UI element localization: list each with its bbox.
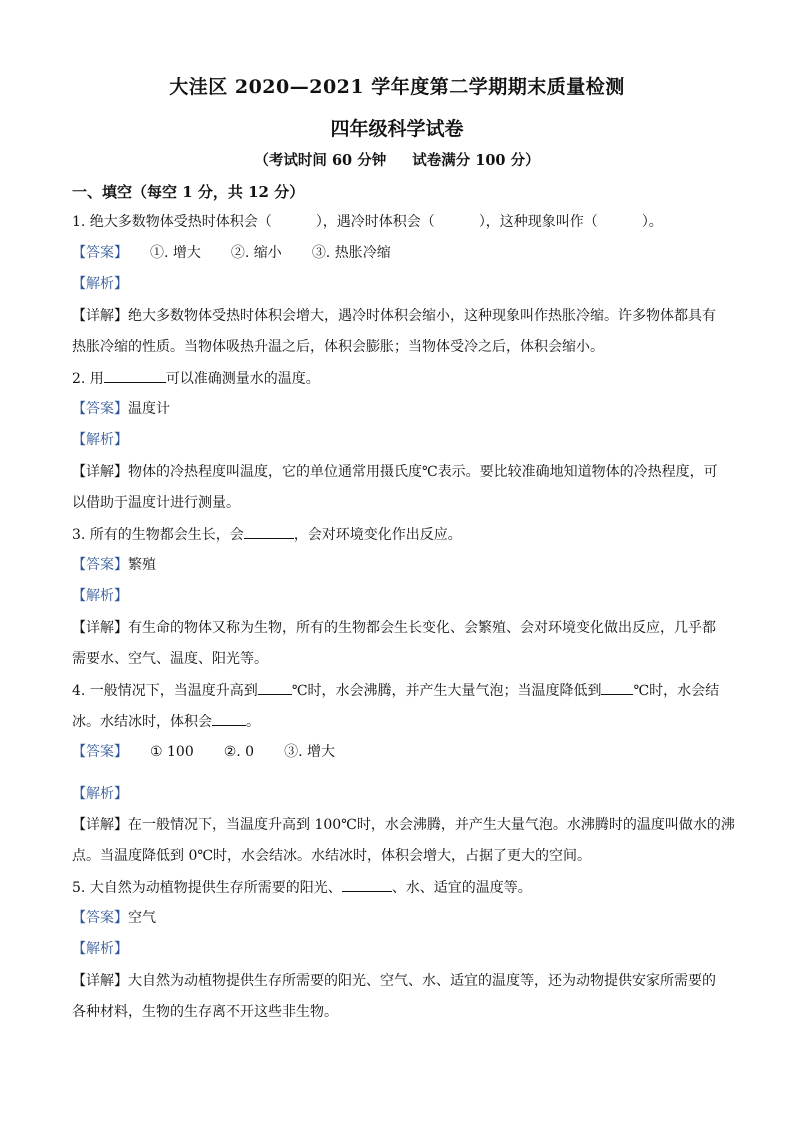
answer-2: 【答案】温度计 xyxy=(72,401,170,417)
detail-3-line-1: 【详解】有生命的物体又称为生物，所有的生物都会生长变化、会繁殖、会对环境变化做出反应，几乎都 xyxy=(72,620,716,636)
question-4-line-2: 冰。水结冰时，体积会 。 xyxy=(72,711,724,732)
answer-1: 【答案】 ①. 增大 ②. 缩小 ③. 热胀冷缩 xyxy=(72,245,391,261)
analysis-label-5: 【解析】 xyxy=(72,941,128,957)
detail-1-line-2: 热胀冷缩的性质。当物体吸热升温之后，体积会膨胀；当物体受冷之后，体积会缩小。 xyxy=(72,339,604,355)
detail-5-line-2: 各种材料，生物的生存离不开这些非生物。 xyxy=(72,1004,338,1020)
answer-4: 【答案】 ① 100 ②. 0 ③. 增大 xyxy=(72,744,335,760)
analysis-label-1: 【解析】 xyxy=(72,276,128,292)
analysis-label-3: 【解析】 xyxy=(72,588,128,604)
detail-label: 【详解】 xyxy=(72,308,128,324)
analysis-label-2: 【解析】 xyxy=(72,432,128,448)
answer-3: 【答案】繁殖 xyxy=(72,557,156,573)
detail-4-line-2: 点。当温度降低到 0℃时，水会结冰。水结冰时，体积会增大，占据了更大的空间。 xyxy=(72,848,592,864)
question-4-line-1: 4. 一般情况下，当温度升高到 ℃时，水会沸腾，并产生大量气泡；当温度降低到 ℃时，水会结 xyxy=(72,680,724,701)
answer-label: 【答案】 xyxy=(72,245,128,261)
question-5: 5. 大自然为动植物提供生存所需要的阳光、 、水、适宜的温度等。 xyxy=(72,877,724,898)
detail-1-line-1: 【详解】绝大多数物体受热时体积会增大，遇冷时体积会缩小，这种现象叫作热胀冷缩。许多物体都具有 xyxy=(72,308,716,324)
question-1: 1. 绝大多数物体受热时体积会（ ），遇冷时体积会（ ），这种现象叫作（ ）。 xyxy=(72,214,663,230)
exam-title: 大洼区 2020—2021 学年度第二学期期末质量检测 xyxy=(169,76,625,98)
analysis-label-4: 【解析】 xyxy=(72,786,128,802)
answer-5: 【答案】空气 xyxy=(72,910,156,926)
detail-2-line-2: 以借助于温度计进行测量。 xyxy=(72,495,240,511)
exam-subject-title: 四年级科学试卷 xyxy=(330,118,464,140)
question-2: 2. 用 可以准确测量水的温度。 xyxy=(72,368,724,389)
exam-time: （考试时间 60 分钟 xyxy=(254,152,387,169)
detail-3-line-2: 需要水、空气、温度、阳光等。 xyxy=(72,651,268,667)
section-heading: 一、填空（每空 1 分，共 12 分） xyxy=(72,183,305,201)
detail-4-line-1: 【详解】在一般情况下，当温度升高到 100℃时，水会沸腾，并产生大量气泡。水沸腾时的温度叫做水的沸 xyxy=(72,817,735,833)
detail-2-line-1: 【详解】物体的冷热程度叫温度，它的单位通常用摄氏度℃表示。要比较准确地知道物体的冷热程度，可 xyxy=(72,464,718,480)
detail-5-line-1: 【详解】大自然为动植物提供生存所需要的阳光、空气、水、适宜的温度等，还为动物提供安家所需要的 xyxy=(72,973,716,989)
question-3: 3. 所有的生物都会生长，会 ，会对环境变化作出反应。 xyxy=(72,524,724,545)
exam-info xyxy=(0,149,794,170)
exam-score: 试卷满分 100 分） xyxy=(412,152,540,169)
